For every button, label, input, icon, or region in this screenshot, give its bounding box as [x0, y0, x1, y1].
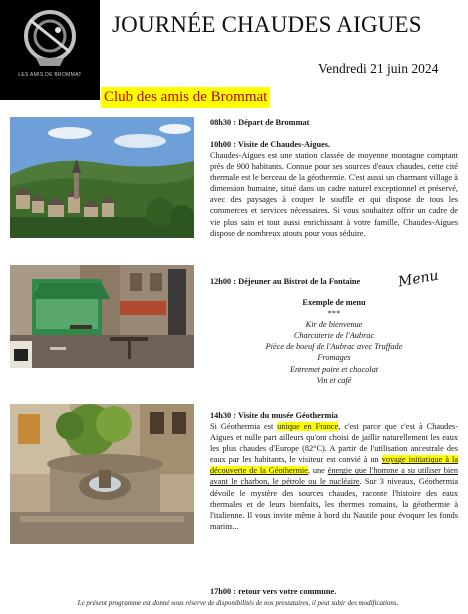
museum-text-part: . Sur 3 niveaux, Géothermia dévoile le mystère des sources chaudes, raconte l'histoire des eaux thermales et de leurs bienfaits, les thermes romains, la géothermie à l'italienne. Il vous invite même à bord du Nautile pour évoquer les fonds marins...	[210, 477, 459, 531]
visit-description: Chaudes-Aigues est une station classée de moyenne montagne comptant près de 900 habitants. Connue pour ses sources d'eaux chaudes, cette cité thermale est le berceau de la géothermie. C'est aussi un charmant village à dimension humaine, situé dans un cadre naturel exceptionnel et préservé, avec des paysages à couper le souffle et qui dispose de tous les commerces et services nécessaires. Si vous souhaitez offrir un cadre de vie plus sain et tout aussi enrichissant à votre famille, Chaudes-Aigues dispose de nombreux atouts pour vous séduire.	[210, 151, 458, 238]
club-name-banner: Club des amis de Brommat	[101, 87, 270, 108]
schedule-lunch-heading: 12h00 : Déjeuner au Bistrot de la Fontaine	[210, 277, 361, 286]
museum-text-part: Si Géothermia est	[210, 422, 278, 431]
menu-item: Vin et café	[316, 375, 352, 385]
thermal-fountain-photo	[10, 404, 194, 544]
menu-item: Entremet poire et chocolat	[289, 364, 379, 374]
schedule-return: 17h00 : retour vers votre commune.	[210, 587, 337, 596]
museum-text-part: , une	[307, 466, 328, 476]
page-title: JOURNÉE CHAUDES AIGUES	[112, 12, 422, 37]
logo-text: LES AMIS DE BROMMAT	[18, 72, 82, 78]
menu-separator: ***	[327, 309, 341, 319]
museum-text-part: , c'est parce que c'est à Chaudes-Aigues et nulle part ailleurs qu'ont choisi de jaillir naturellement les eaux les plus chaudes d'Europe (82°C). A partir de l'utilisation ancestrale des eaux par les habitants, le visiteur est convié à un	[210, 422, 459, 465]
schedule-departure: 08h30 : Départ de Brommat	[210, 118, 310, 127]
highlight-voyage: voyage initiatique à la découverte de la Géothermie	[210, 455, 458, 476]
menu-item: Charcuterie de l'Aubrac	[293, 331, 375, 341]
footer-disclaimer: Le présent programme est donné sous réserve de disponibilités de nos prestataires, il peut subir des modifications.	[77, 599, 399, 607]
menu-title: Exemple de menu	[302, 298, 366, 307]
menu-handwritten-sign: Menu	[396, 267, 440, 291]
menu-item: Fromages	[317, 353, 351, 363]
village-panorama-photo	[10, 117, 194, 238]
schedule-museum-heading: 14h30 : Visite du musée Géothermia	[210, 411, 338, 420]
lunch-menu	[210, 297, 458, 386]
club-logo	[0, 0, 100, 100]
menu-item: Pièce de boeuf de l'Aubrac avec Truffade	[265, 342, 403, 352]
underlined-energy: énergie que l'homme a su utiliser bien avant le charbon, le pétrole ou le nucléaire	[210, 466, 458, 487]
schedule-visit-heading: 10h00 : Visite de Chaudes-Aigues.	[210, 140, 331, 149]
menu-item: Kir de bienvenue	[305, 320, 363, 330]
club-seal-logo-icon	[0, 0, 100, 100]
highlight-unique: unique en France	[277, 422, 339, 431]
bistrot-terrace-photo	[10, 265, 194, 368]
event-date: Vendredi 21 juin 2024	[318, 61, 439, 76]
museum-description	[210, 421, 458, 532]
